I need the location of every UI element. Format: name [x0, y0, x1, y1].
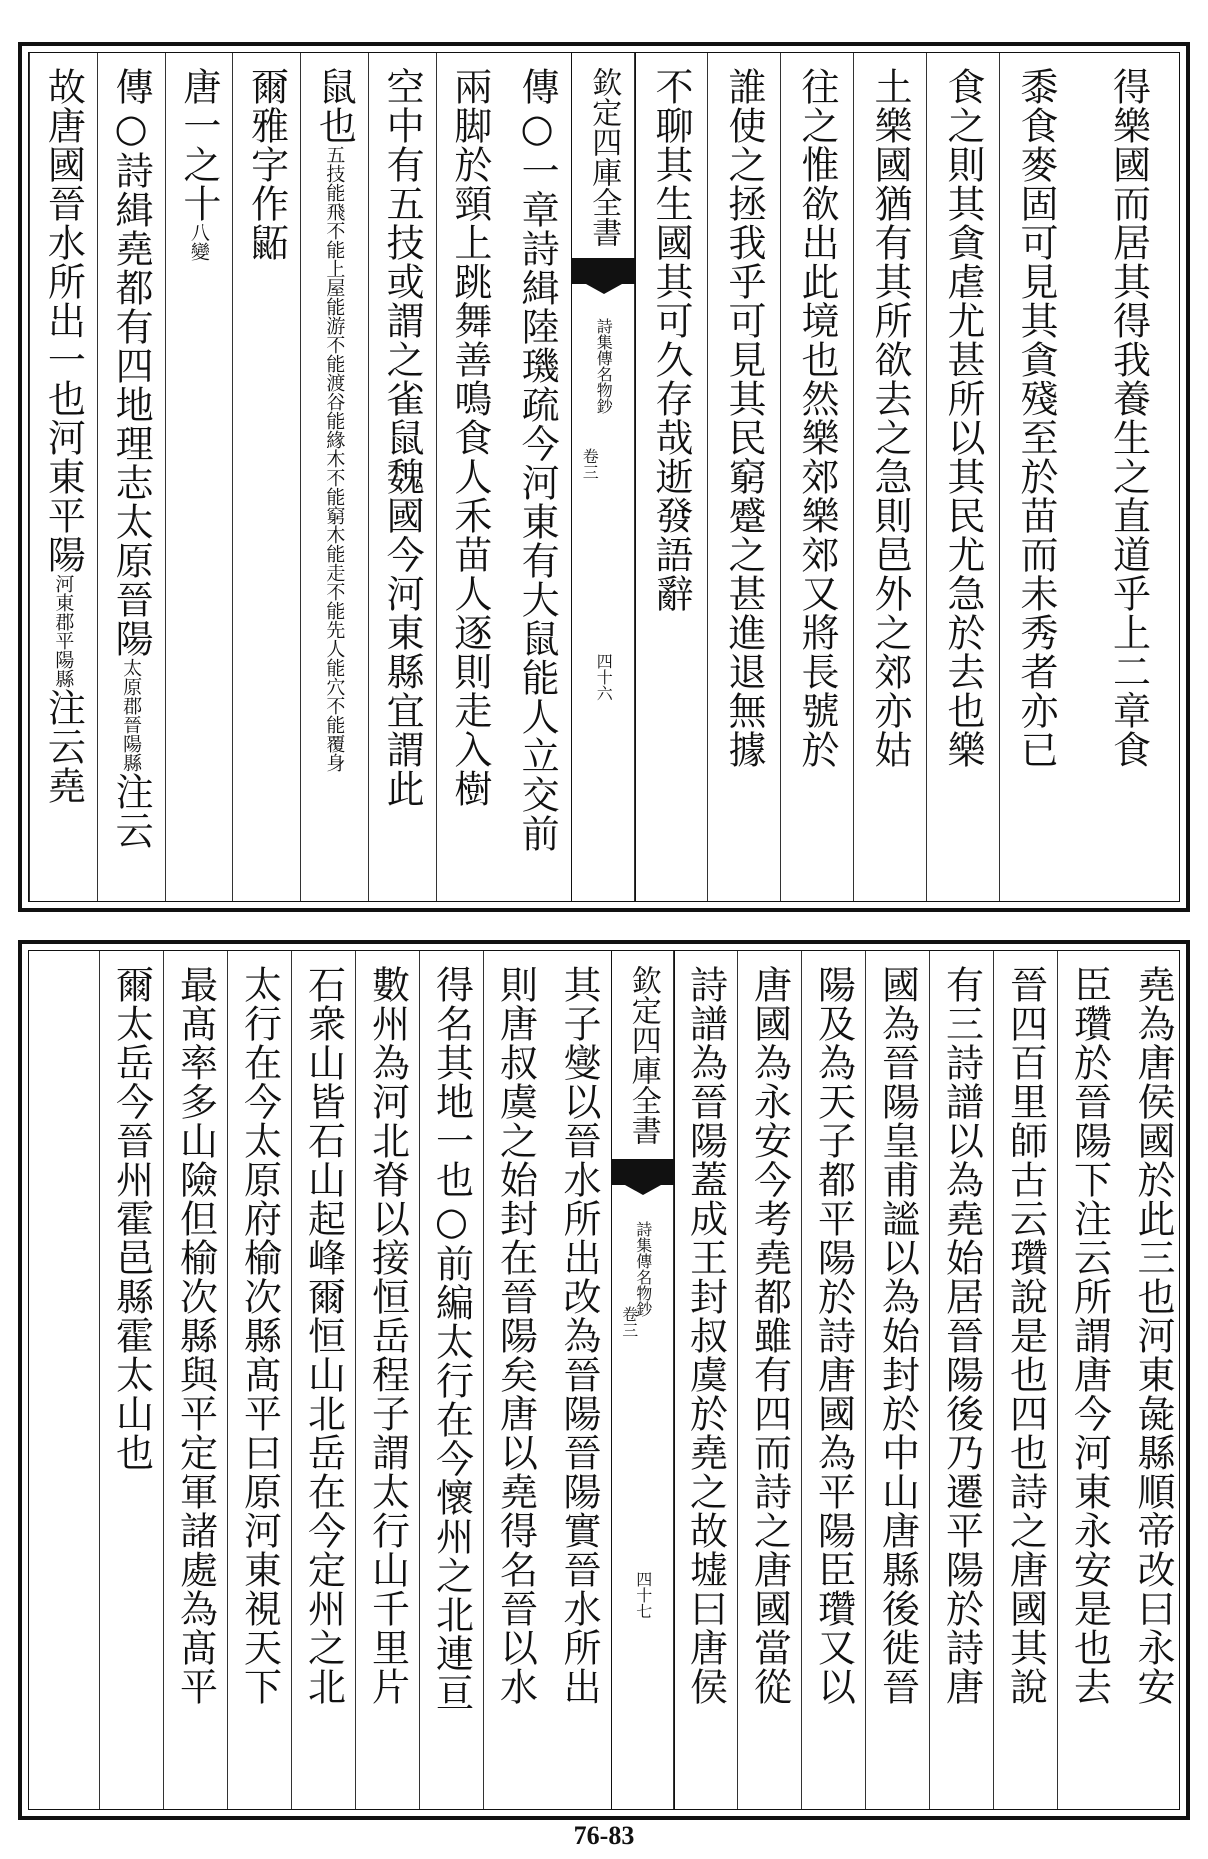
top-page-frame — [28, 52, 1180, 902]
text-column — [1057, 951, 1121, 1809]
juan-number: 卷三 — [619, 1306, 639, 1338]
main-text: 唐一之十 — [176, 67, 221, 223]
text-column — [227, 951, 291, 1809]
column-text — [109, 67, 154, 850]
text-column — [29, 53, 97, 901]
text-column — [419, 951, 483, 1809]
text-column — [99, 951, 163, 1809]
column-text: 臣瓚於晉陽下注云所謂唐今河東永安是也去 — [1067, 965, 1112, 1706]
text-column — [368, 53, 436, 901]
book-title: 詩集傳名物鈔 — [633, 1221, 653, 1317]
bottom-page-frame — [28, 950, 1180, 1810]
text-column — [993, 951, 1057, 1809]
column-text — [312, 67, 357, 772]
fish-tail-mark — [612, 1159, 674, 1185]
main-text: 注云 — [109, 772, 154, 850]
column-text: 太行在今太原府榆次縣髙平曰原河東視天下 — [237, 965, 282, 1706]
column-text: 空中有五技或謂之雀鼠魏國今河東縣宜謂此 — [380, 67, 425, 808]
text-column — [634, 53, 707, 901]
column-text: 兩脚於頸上跳舞善鳴食人禾苗人逐則走入樹 — [447, 67, 492, 808]
column-text: 誰使之拯我乎可見其民窮蹙之甚進退無據 — [722, 67, 766, 769]
text-column — [355, 951, 419, 1809]
text-column — [865, 951, 929, 1809]
text-column — [737, 951, 801, 1809]
text-column — [707, 53, 780, 901]
column-text: 往之惟欲出此境也然樂郊樂郊又將長號於 — [795, 67, 839, 769]
text-column — [547, 951, 611, 1809]
collection-title: 欽定四庫全書 — [586, 67, 622, 247]
column-text: 晉四百里師古云瓚說是也四也詩之唐國其說 — [1003, 965, 1048, 1706]
center-spine — [611, 951, 675, 1809]
text-column — [673, 951, 737, 1809]
text-column — [165, 53, 233, 901]
column-text: 石衆山皆石山起峰爾恒山北岳在今定州之北 — [301, 965, 346, 1706]
collection-title: 欽定四庫全書 — [625, 965, 661, 1145]
column-text: 最髙率多山險但榆次縣與平定軍諸處為髙平 — [173, 965, 218, 1706]
column-text: 傳○一章詩緝陸璣疏今河東有大鼠能人立交前 — [515, 67, 560, 853]
top-page — [18, 42, 1190, 912]
column-text: 黍食麥固可見其貪殘至於苗而未秀者亦已 — [1014, 67, 1058, 769]
text-column — [1121, 951, 1185, 1809]
text-column — [929, 951, 993, 1809]
text-column — [801, 951, 865, 1809]
center-spine — [571, 53, 636, 901]
column-text: 有三詩譜以為堯始居晉陽後乃遷平陽於詩唐 — [939, 965, 984, 1706]
text-column — [232, 53, 300, 901]
text-column — [291, 951, 355, 1809]
column-text — [176, 67, 221, 261]
annotation-note: 太原郡晉陽縣 — [120, 658, 143, 772]
column-text: 唐國為永安今考堯都雖有四而詩之唐國當從 — [747, 965, 792, 1706]
column-text: 土樂國猶有其所欲去之急則邑外之郊亦姑 — [868, 67, 912, 769]
book-title: 詩集傳名物鈔 — [594, 318, 614, 414]
main-text: 鼠也 — [312, 67, 357, 145]
bottom-page — [18, 940, 1190, 1820]
column-text: 陽及為天子都平陽於詩唐國為平陽臣瓚又以 — [811, 965, 856, 1706]
text-column — [926, 53, 999, 901]
text-column — [163, 951, 227, 1809]
column-text: 得樂國而居其得我養生之直道乎上二章食 — [1106, 67, 1151, 769]
column-text: 食之則其貪虐尤甚所以其民尤急於去也樂 — [941, 67, 985, 769]
column-text: 數州為河北脊以接恒岳程子謂太行山千里片 — [365, 965, 410, 1706]
text-column — [97, 53, 165, 901]
main-text: 傳○詩緝堯都有四地理志太原晉陽 — [109, 67, 154, 658]
text-column — [503, 53, 571, 901]
fish-tail-mark — [572, 258, 635, 284]
column-text — [41, 67, 86, 805]
column-text: 則唐叔虞之始封在晉陽矣唐以堯得名晉以水 — [493, 965, 538, 1706]
text-column — [436, 53, 504, 901]
text-column — [1072, 53, 1185, 901]
column-text: 爾雅字作鼫 — [244, 67, 289, 262]
text-column — [300, 53, 368, 901]
column-text: 爾太岳今晉州霍邑縣霍太山也 — [109, 965, 154, 1472]
text-column — [999, 53, 1072, 901]
annotation-note: 河東郡平陽縣 — [52, 574, 75, 688]
column-text: 國為晉陽皇甫謐以為始封於中山唐縣後徙晉 — [875, 965, 920, 1706]
main-text: 故唐國晉水所出一也河東平陽 — [41, 67, 86, 574]
page-number: 76-83 — [573, 1821, 635, 1850]
column-text: 其子燮以晉水所出改為晉陽晉陽實晉水所出 — [557, 965, 601, 1706]
main-text: 注云堯 — [41, 688, 86, 805]
juan-number: 卷三 — [580, 448, 600, 480]
leaf-number: 四十六 — [594, 653, 614, 701]
column-text: 不聊其生國其可久存哉逝發語辭 — [649, 67, 693, 613]
text-column — [483, 951, 547, 1809]
column-text: 得名其地一也○前編太行在今懷州之北連亘 — [429, 965, 474, 1712]
annotation-note: 八變 — [187, 223, 210, 261]
text-column — [780, 53, 853, 901]
column-text: 堯為唐侯國於此三也河東彘縣順帝改曰永安 — [1131, 965, 1175, 1706]
leaf-number: 四十七 — [633, 1571, 653, 1619]
annotation-note: 五技能飛不能上屋能游不能渡谷能緣木不能窮木能走不能先人能穴不能覆身 — [323, 145, 346, 772]
column-text: 詩譜為晉陽蓋成王封叔虞於堯之故墟曰唐侯 — [683, 965, 728, 1706]
text-column — [853, 53, 926, 901]
